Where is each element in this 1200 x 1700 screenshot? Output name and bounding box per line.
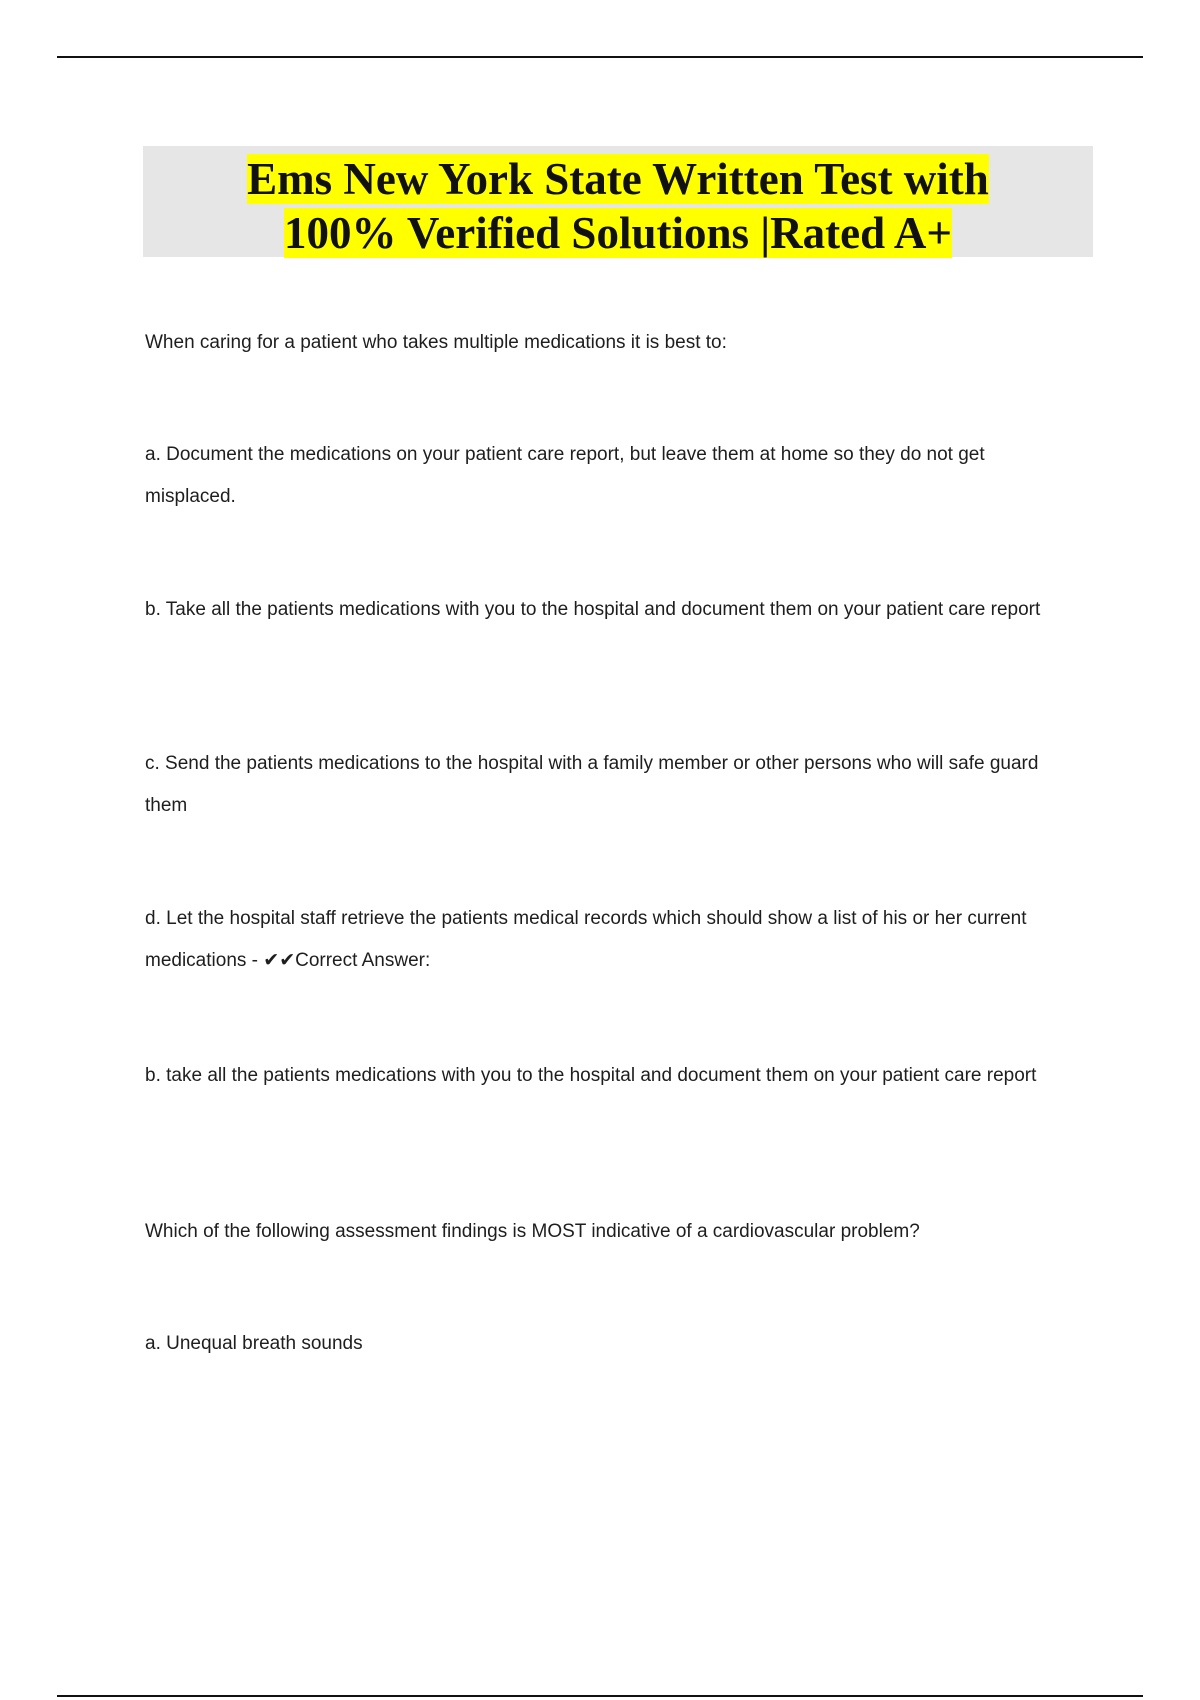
- question-2: Which of the following assessment findings is MOST indicative of a cardiovascular problem?: [145, 1221, 920, 1242]
- title-banner: [143, 146, 1093, 257]
- header-rule: [57, 56, 1143, 58]
- question-1-answer: b. take all the patients medications with you to the hospital and document them on your patient care report: [145, 1065, 1037, 1086]
- question-1-option-b: b. Take all the patients medications with you to the hospital and document them on your patient care report: [145, 599, 1041, 620]
- question-1-option-d: d. Let the hospital staff retrieve the patients medical records which should show a list of his or her current medications - ✔✔Correct Answer:: [145, 908, 1027, 971]
- document-title-line-1: Ems New York State Written Test with: [247, 154, 989, 204]
- question-1-option-c: c. Send the patients medications to the hospital with a family member or other persons who will safe guard them: [145, 753, 1039, 816]
- question-1: When caring for a patient who takes multiple medications it is best to:: [145, 332, 727, 353]
- question-1-option-a: a. Document the medications on your patient care report, but leave them at home so they do not get misplaced.: [145, 444, 985, 507]
- document-title-line-2: 100% Verified Solutions |Rated A+: [283, 208, 953, 258]
- footer-rule: [57, 1695, 1143, 1697]
- question-2-option-a: a. Unequal breath sounds: [145, 1333, 363, 1354]
